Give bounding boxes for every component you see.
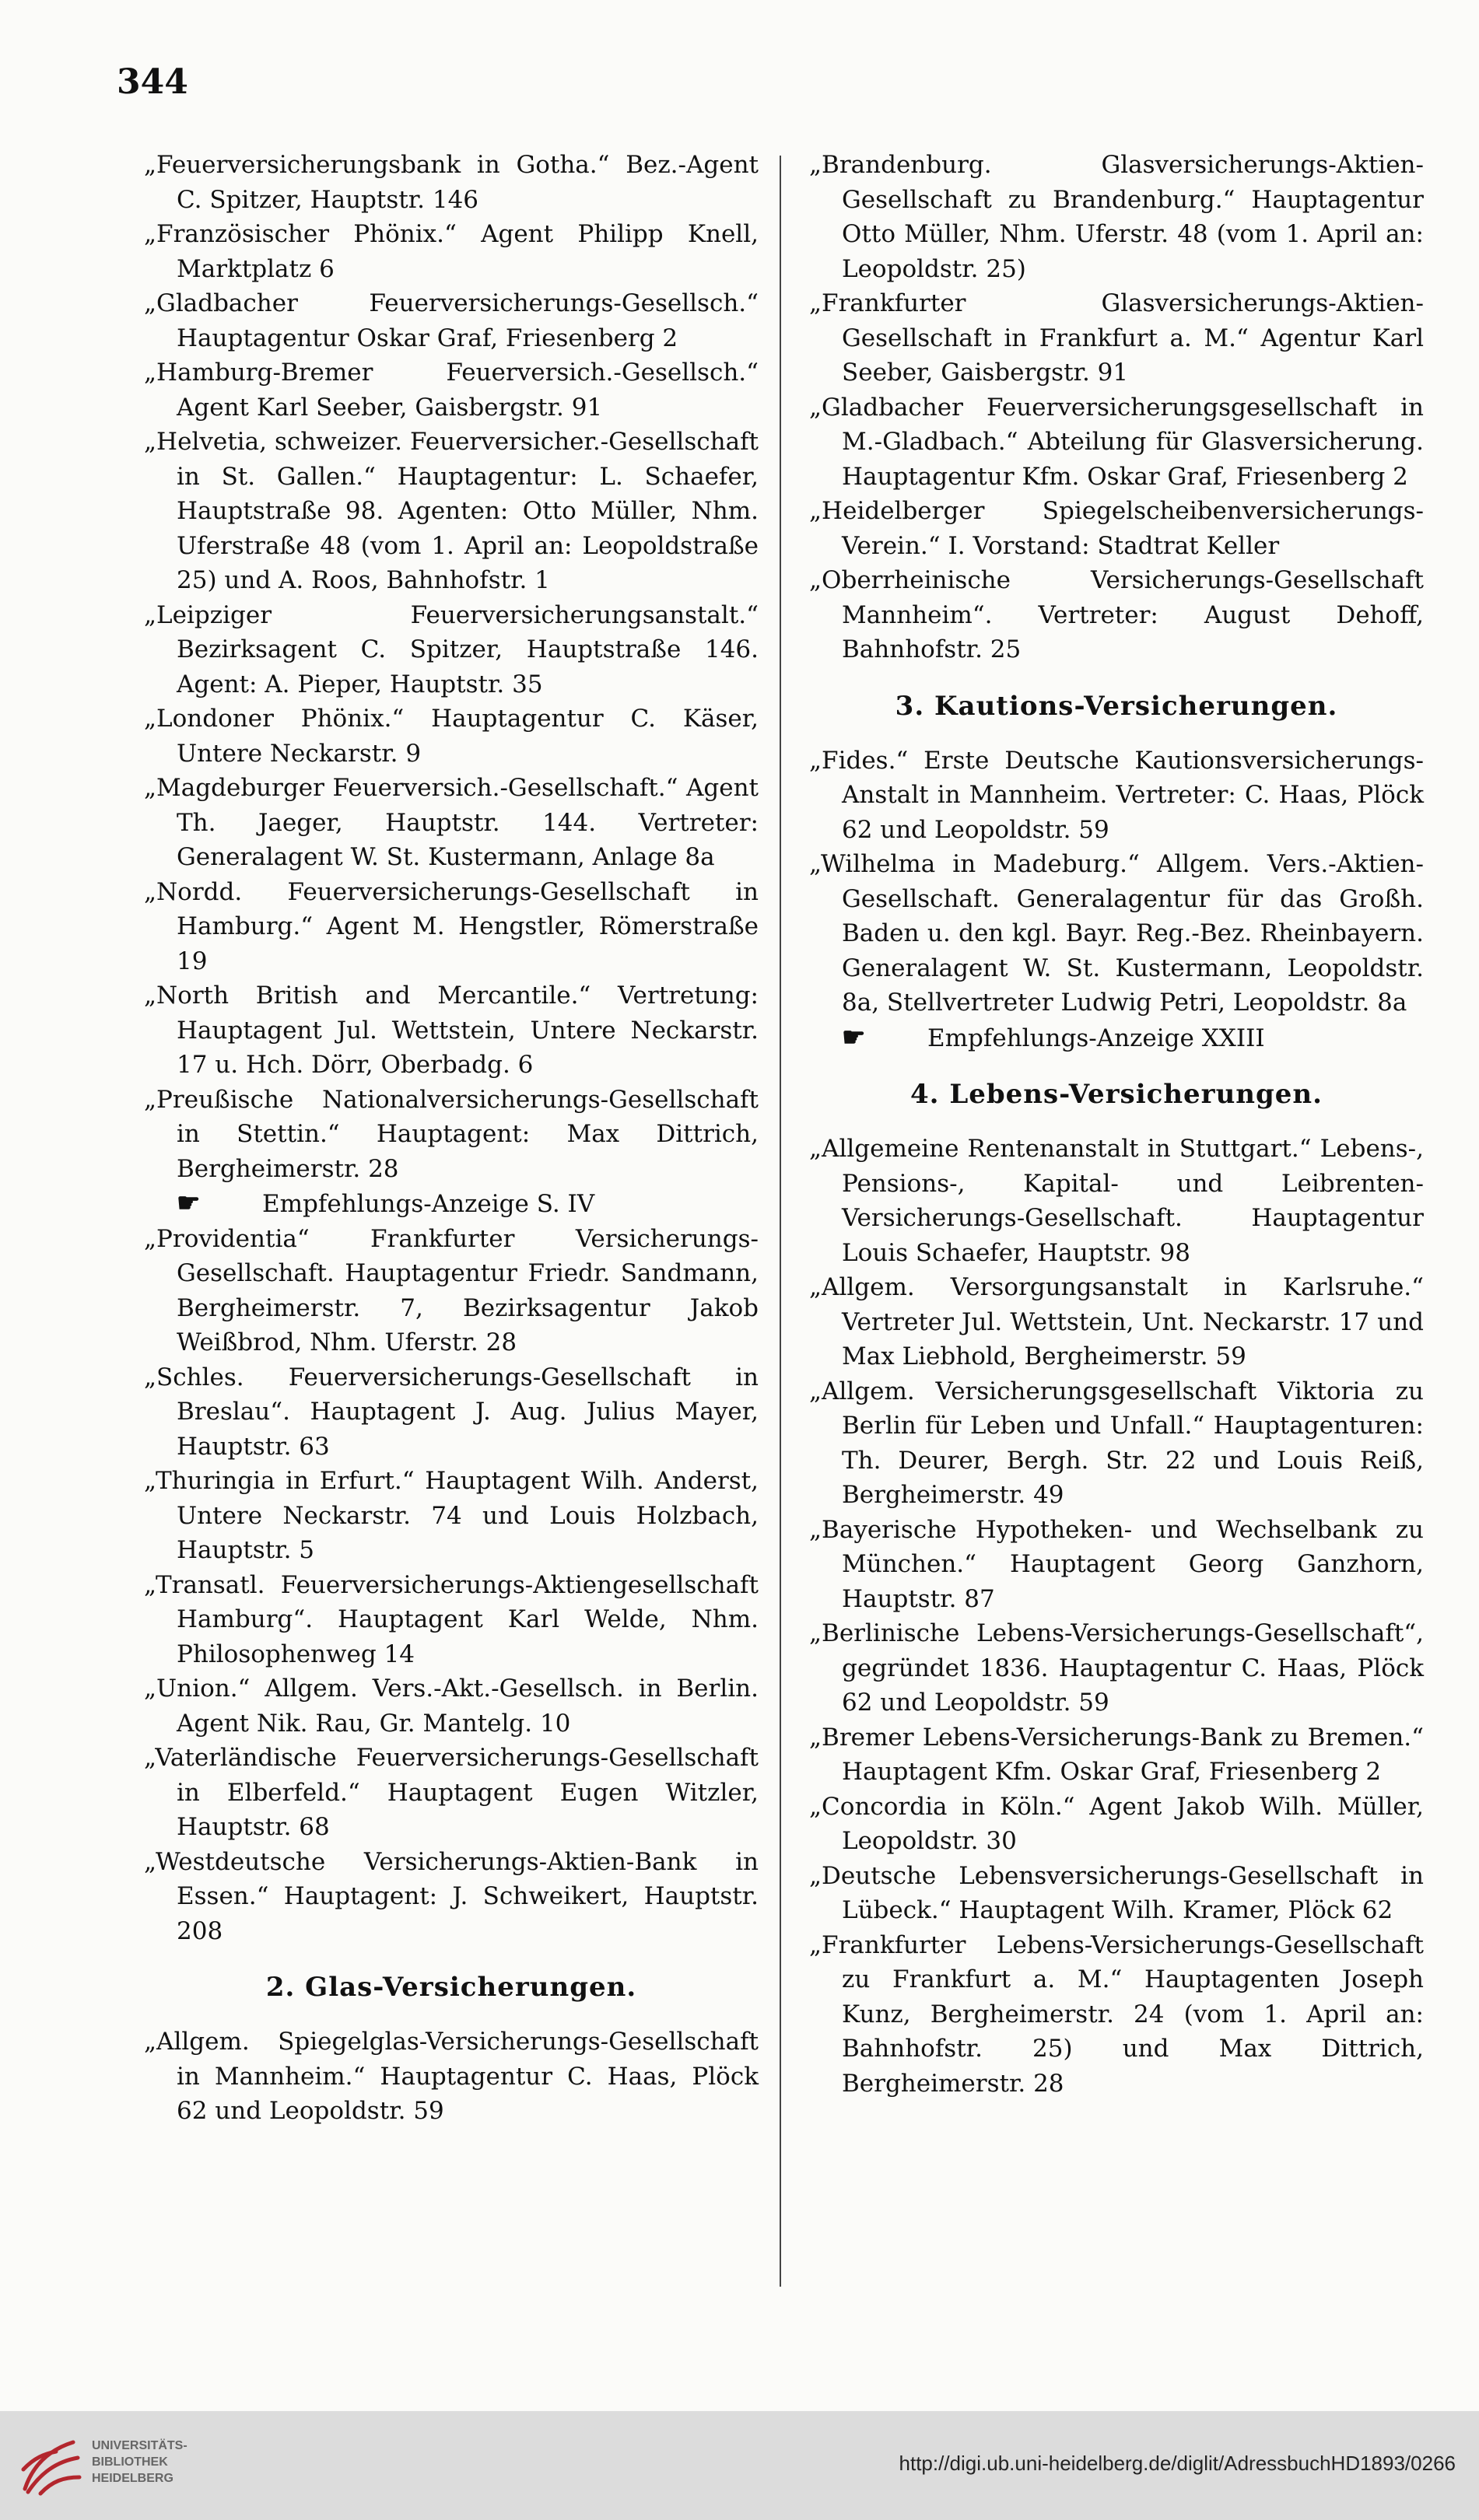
- list-item: „Londoner Phönix.“ Hauptagentur C. Käser, Untere Neckarstr. 9: [144, 705, 759, 768]
- list-item: „Bremer Lebens-Versicherungs-Bank zu Bremen.“ Hauptagent Kfm. Oskar Graf, Friesenberg 2: [809, 1723, 1424, 1786]
- advert-reference: [809, 1020, 1424, 1056]
- university-library-logo-icon: [17, 2434, 83, 2497]
- list-item: „Gladbacher Feuerversicherungs-Gesellsch.“ Hauptagentur Oskar Graf, Friesenberg 2: [144, 289, 759, 352]
- list-item: „Union.“ Allgem. Vers.-Akt.-Gesellsch. in Berlin. Agent Nik. Rau, Gr. Mantelg. 10: [144, 1675, 759, 1738]
- list-item: „Allgem. Versorgungsanstalt in Karlsruhe.“ Vertreter Jul. Wettstein, Unt. Neckarstr. 17 und Max Liebhold, Bergheimerstr. 59: [809, 1273, 1424, 1370]
- list-item: „Allgem. Versicherungsgesellschaft Viktoria zu Berlin für Leben und Unfall.“ Hauptagenturen: Th. Deurer, Bergh. Str. 22 und Louis Reiß, Bergheimerstr. 49: [809, 1377, 1424, 1509]
- list-item: „Berlinische Lebens-Versicherungs-Gesellschaft“, gegründet 1836. Hauptagentur C. Haas, Plöck 62 und Leopoldstr. 59: [809, 1619, 1424, 1717]
- advert-reference: [144, 1186, 759, 1222]
- list-item: „Hamburg-Bremer Feuerversich.-Gesellsch.“ Agent Karl Seeber, Gaisbergstr. 91: [144, 359, 759, 422]
- pointing-hand-icon: ☛: [177, 1188, 201, 1219]
- section-heading: 4. Lebens-Versicherungen.: [909, 1079, 1323, 1110]
- pointing-hand-icon: ☛: [842, 1021, 866, 1053]
- list-item: „Vaterländische Feuerversicherungs-Gesellschaft in Elberfeld.“ Hauptagent Eugen Witzler, Hauptstr. 68: [144, 1744, 759, 1841]
- column-divider: [780, 156, 781, 2287]
- list-item: „Feuerversicherungsbank in Gotha.“ Bez.-Agent C. Spitzer, Hauptstr. 146: [144, 151, 759, 214]
- list-item: „Heidelberger Spiegelscheibenversicherungs-Verein.“ I. Vorstand: Stadtrat Keller: [809, 497, 1424, 560]
- list-item: „Allgemeine Rentenanstalt in Stuttgart.“ Lebens-, Pensions-, Kapital- und Leibrenten-Versicherungs-Gesellschaft. Hauptagentur Louis Schaefer, Hauptstr. 98: [809, 1135, 1424, 1267]
- page-number: 344: [117, 62, 188, 102]
- list-item: „Oberrheinische Versicherungs-Gesellschaft Mannheim“. Vertreter: August Dehoff, Bahnhofstr. 25: [809, 566, 1424, 663]
- list-item: „Brandenburg. Glasversicherungs-Aktien-Gesellschaft zu Brandenburg.“ Hauptagentur Otto Müller, Nhm. Uferstr. 48 (vom 1. April an: Leopoldstr. 25): [809, 151, 1424, 283]
- list-item: „Deutsche Lebensversicherungs-Gesellschaft in Lübeck.“ Hauptagent Wilh. Kramer, Plöck 62: [809, 1861, 1424, 1924]
- list-item: „Providentia“ Frankfurter Versicherungs-Gesellschaft. Hauptagentur Friedr. Sandmann, Bergheimerstr. 7, Bezirksagentur Jakob Weißbrod, Nhm. Uferstr. 28: [144, 1224, 759, 1356]
- library-name: UNIVERSITÄTS- BIBLIOTHEK HEIDELBERG: [92, 2439, 188, 2485]
- list-item: „Concordia in Köln.“ Agent Jakob Wilh. Müller, Leopoldstr. 30: [809, 1792, 1424, 1855]
- left-column: [144, 148, 759, 2129]
- right-column: [809, 148, 1424, 2101]
- list-item: „Fides.“ Erste Deutsche Kautionsversicherungs-Anstalt in Mannheim. Vertreter: C. Haas, Plöck 62 und Leopoldstr. 59: [809, 746, 1424, 844]
- list-item: „Französischer Phönix.“ Agent Philipp Knell, Marktplatz 6: [144, 220, 759, 283]
- list-item: „Thuringia in Erfurt.“ Hauptagent Wilh. Anderst, Untere Neckarstr. 74 und Louis Holzbach, Hauptstr. 5: [144, 1467, 759, 1564]
- list-item: „Frankfurter Glasversicherungs-Aktien-Gesellschaft in Frankfurt a. M.“ Agentur Karl Seeber, Gaisbergstr. 91: [809, 289, 1424, 387]
- list-item: „Leipziger Feuerversicherungsanstalt.“ Bezirksagent C. Spitzer, Hauptstraße 146. Agent: A. Pieper, Hauptstr. 35: [144, 600, 759, 698]
- section-heading: 2. Glas-Versicherungen.: [265, 1972, 637, 2003]
- list-item: „Magdeburger Feuerversich.-Gesellschaft.“ Agent Th. Jaeger, Hauptstr. 144. Vertreter: Generalagent W. St. Kustermann, Anlage 8a: [144, 774, 759, 871]
- advert-reference-text: Empfehlungs-Anzeige XXIII: [927, 1024, 1265, 1052]
- list-item: „Gladbacher Feuerversicherungsgesellschaft in M.-Gladbach.“ Abteilung für Glasversicherung. Hauptagentur Kfm. Oskar Graf, Friesenberg 2: [809, 393, 1424, 491]
- list-item: „Transatl. Feuerversicherungs-Aktiengesellschaft Hamburg“. Hauptagent Karl Welde, Nhm. Philosophenweg 14: [144, 1570, 759, 1668]
- list-item: „Frankfurter Lebens-Versicherungs-Gesellschaft zu Frankfurt a. M.“ Hauptagenten Joseph Kunz, Bergheimerstr. 24 (vom 1. April an: Bahnhofstr. 25) und Max Dittrich, Bergheimerstr. 28: [809, 1930, 1424, 2098]
- list-item: „Westdeutsche Versicherungs-Aktien-Bank in Essen.“ Hauptagent: J. Schweikert, Hauptstr. 208: [144, 1847, 759, 1945]
- section-heading: 3. Kautions-Versicherungen.: [895, 690, 1338, 722]
- list-item: „Bayerische Hypotheken- und Wechselbank zu München.“ Hauptagent Georg Ganzhorn, Hauptstr. 87: [809, 1515, 1424, 1613]
- list-item: „Wilhelma in Madeburg.“ Allgem. Vers.-Aktien-Gesellschaft. Generalagentur für das Großh. Baden u. den kgl. Bayr. Reg.-Bez. Rheinbayern. Generalagent W. St. Kustermann, Leopoldstr. 8a, Stellvertreter Ludwig Petri, Leopoldstr. 8a: [809, 850, 1424, 1017]
- list-item: „Helvetia, schweizer. Feuerversicher.-Gesellschaft in St. Gallen.“ Hauptagentur: L. Schaefer, Hauptstraße 98. Agenten: Otto Müller, Nhm. Uferstraße 48 (vom 1. April an: Leopoldstraße 25) und A. Roos, Bahnhofstr. 1: [144, 428, 759, 594]
- list-item: „North British and Mercantile.“ Vertretung: Hauptagent Jul. Wettstein, Untere Neckarstr. 17 u. Hch. Dörr, Oberbadg. 6: [144, 982, 759, 1079]
- list-item: „Preußische Nationalversicherungs-Gesellschaft in Stettin.“ Hauptagent: Max Dittrich, Bergheimerstr. 28: [144, 1085, 759, 1183]
- list-item: „Allgem. Spiegelglas-Versicherungs-Gesellschaft in Mannheim.“ Hauptagentur C. Haas, Plöck 62 und Leopoldstr. 59: [144, 2028, 759, 2125]
- list-item: „Nordd. Feuerversicherungs-Gesellschaft in Hamburg.“ Agent M. Hengstler, Römerstraße 19: [144, 877, 759, 975]
- list-item: „Schles. Feuerversicherungs-Gesellschaft in Breslau“. Hauptagent J. Aug. Julius Mayer, Hauptstr. 63: [144, 1363, 759, 1461]
- advert-reference-text: Empfehlungs-Anzeige S. IV: [262, 1190, 595, 1218]
- footer-bar: [0, 2411, 1479, 2520]
- source-url-link[interactable]: http://digi.ub.uni-heidelberg.de/diglit/AdressbuchHD1893/0266: [899, 2452, 1456, 2475]
